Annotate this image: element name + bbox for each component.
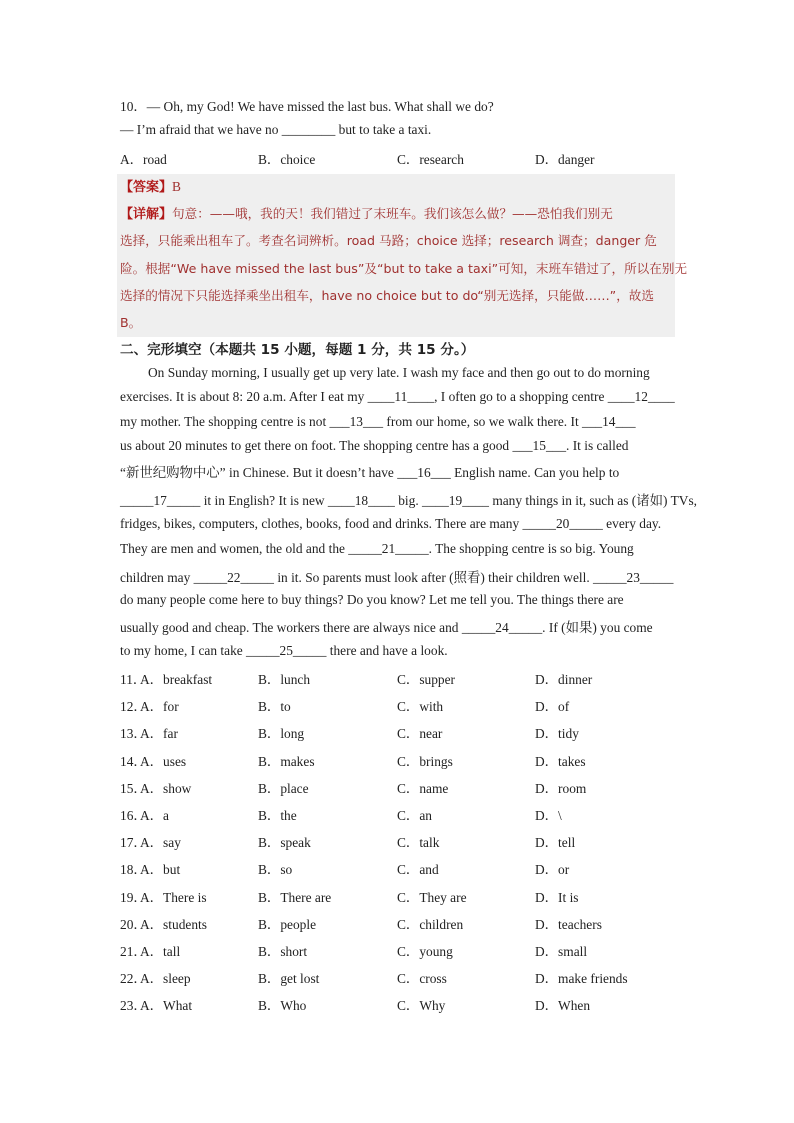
question-number: 23．	[120, 998, 147, 1014]
question-option: B．short	[258, 944, 308, 959]
question-option: B．long	[258, 726, 305, 742]
question-option: B．speak	[258, 835, 311, 851]
passage-line: usually good and cheap. The workers there are always nice and _____24_____. If (如果) you come	[120, 620, 653, 635]
question-option: A．sleep	[140, 971, 191, 987]
question-option: C．young	[397, 944, 453, 959]
answer-label: 【答案】	[120, 180, 173, 195]
question-option: B．makes	[258, 753, 315, 769]
question-option: A．tall	[140, 944, 181, 959]
question-option: D．or	[535, 862, 570, 878]
detail-line-1	[120, 203, 613, 222]
detail-line-3: 险。根据“We have missed the last bus”及“but to take a taxi”可知，末班车错过了，所以在别无	[120, 261, 688, 276]
question-option: A．There is	[140, 889, 207, 905]
passage-line: fridges, bikes, computers, clothes, books, food and drinks. There are many _____20_____ every day.	[120, 516, 662, 531]
question-option: D．tidy	[535, 726, 579, 742]
question-option: B．the	[258, 808, 297, 823]
question-option: B．lunch	[258, 672, 311, 687]
question-row	[120, 968, 680, 988]
q10-option-d: D．danger	[535, 152, 595, 167]
question-option: C．talk	[397, 835, 440, 851]
passage-line: my mother. The shopping centre is not ___13___ from our home, so we walk there. It ___14___	[120, 414, 636, 429]
question-option: A．show	[140, 780, 192, 796]
question-option: A．students	[140, 916, 207, 932]
q10-options	[120, 149, 680, 169]
question-option: C．with	[397, 699, 444, 715]
question-option: A．for	[140, 699, 179, 715]
question-option: C．They are	[397, 889, 467, 905]
question-row	[120, 887, 680, 907]
question-option: D．make friends	[535, 971, 628, 987]
section-title: 二、完形填空（本题共 15 小题，每题 1 分，共 15 分。）	[120, 342, 475, 358]
question-option: B．Who	[258, 998, 307, 1014]
question-option: C．supper	[397, 672, 456, 687]
question-option: D．of	[535, 699, 570, 715]
question-row	[120, 778, 680, 798]
passage-line: _____17_____ it in English? It is new ____18____ big. ____19____ many things in it, such as (诸如) TVs,	[120, 493, 698, 508]
detail-line-2: 选择，只能乘出租车了。考查名词辨析。road 马路；choice 选择；research 调查；danger 危	[120, 233, 657, 248]
question-option: C．Why	[397, 998, 446, 1014]
detail-text-1: 句意：——哦，我的天！我们错过了末班车。我们该怎么做？——恐怕我们别无	[172, 206, 613, 221]
question-number: 22．	[120, 971, 147, 987]
passage-line: exercises. It is about 8: 20 a.m. After I eat my ____11____, I often go to a shopping centre ____12____	[120, 389, 675, 404]
question-number: 21．	[120, 944, 147, 959]
question-option: D．When	[535, 998, 591, 1014]
question-option: D．takes	[535, 753, 586, 769]
question-option: B．to	[258, 699, 291, 715]
question-option: D．tell	[535, 835, 576, 851]
question-row	[120, 751, 680, 771]
question-number: 17．	[120, 835, 147, 851]
detail-line-4: 选择的情况下只能选择乘坐出租车，have no choice but to do“别无选择，只能做……”，故选	[120, 288, 654, 303]
detail-line-5: B。	[120, 315, 142, 330]
question-row	[120, 859, 680, 879]
question-number: 18．	[120, 862, 147, 878]
question-option: C．name	[397, 780, 449, 796]
question-number: 14．	[120, 753, 147, 769]
passage-line: children may _____22_____ in it. So parents must look after (照看) their children well. _____23_____	[120, 570, 674, 585]
question-option: D．\	[535, 808, 562, 823]
question-option: D．teachers	[535, 916, 602, 932]
question-option: A．What	[140, 998, 193, 1014]
question-option: B．place	[258, 780, 309, 796]
passage-line: On Sunday morning, I usually get up very late. I wash my face and then go out to do morning	[148, 365, 650, 380]
question-option: B．get lost	[258, 971, 320, 987]
passage-line: do many people come here to buy things? Do you know? Let me tell you. The things there are	[120, 592, 624, 607]
q10-response: — I’m afraid that we have no ________ but to take a taxi.	[120, 122, 432, 137]
passage-line: “新世纪购物中心” in Chinese. But it doesn’t have ___16___ English name. Can you help to	[120, 465, 620, 480]
question-option: C．near	[397, 726, 443, 742]
question-number: 19．	[120, 889, 147, 905]
question-row	[120, 914, 680, 934]
question-row	[120, 696, 680, 716]
answer-line	[120, 176, 181, 195]
q10-option-c: C．research	[397, 152, 464, 167]
question-option: B．people	[258, 916, 317, 932]
question-option: C．brings	[397, 753, 453, 769]
q10-option-a: A．road	[120, 152, 167, 167]
question-option: D．It is	[535, 889, 579, 905]
question-option: A．uses	[140, 753, 187, 769]
question-number: 16．	[120, 808, 147, 823]
question-option: A．far	[140, 726, 178, 742]
passage-line: us about 20 minutes to get there on foot. The shopping centre has a good ___15___. It is called	[120, 438, 629, 453]
question-option: A．a	[140, 808, 170, 823]
question-row	[120, 995, 680, 1015]
answer-value: B	[172, 179, 181, 194]
question-number: 13．	[120, 726, 147, 742]
question-row	[120, 805, 680, 825]
q10-option-b: B．choice	[258, 152, 316, 167]
q10-stem: 10．— Oh, my God! We have missed the last bus. What shall we do?	[120, 99, 494, 114]
question-option: C．children	[397, 916, 464, 932]
question-option: C．and	[397, 862, 439, 878]
question-row	[120, 832, 680, 852]
answer-box	[117, 174, 675, 337]
question-option: C．an	[397, 808, 432, 823]
question-number: 11．	[120, 672, 147, 687]
question-option: B．so	[258, 862, 293, 878]
question-option: A．say	[140, 835, 181, 851]
detail-label: 【详解】	[120, 207, 173, 222]
passage-line: They are men and women, the old and the _____21_____. The shopping centre is so big. Young	[120, 541, 634, 556]
question-option: D．small	[535, 944, 588, 959]
question-number: 20．	[120, 916, 147, 932]
question-number: 15．	[120, 780, 147, 796]
question-number: 12．	[120, 699, 147, 715]
passage-line: to my home, I can take _____25_____ there and have a look.	[120, 643, 448, 658]
question-row	[120, 669, 680, 689]
question-option: D．room	[535, 780, 587, 796]
question-option: A．breakfast	[140, 672, 213, 687]
question-option: C．cross	[397, 971, 447, 987]
question-option: D．dinner	[535, 672, 593, 687]
question-row	[120, 941, 680, 961]
question-option: B．There are	[258, 889, 332, 905]
question-row	[120, 723, 680, 743]
question-option: A．but	[140, 862, 181, 878]
